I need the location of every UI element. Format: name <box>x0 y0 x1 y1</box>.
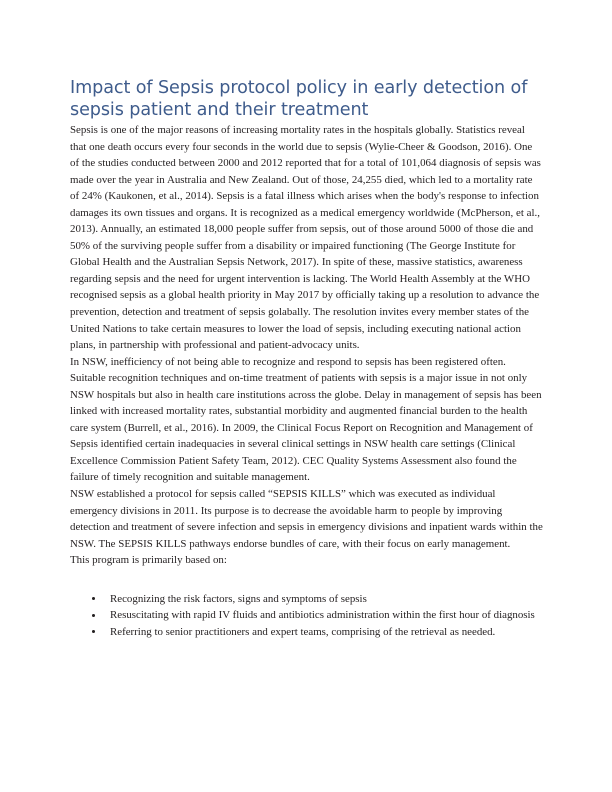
page-title-line-1: Impact of Sepsis protocol policy in early detection of <box>70 78 528 98</box>
list-item-label: Resuscitating with rapid IV fluids and antibiotics administration within the first hour of diagnosis <box>110 609 535 622</box>
body-paragraph-4: This program is primarily based on: <box>70 554 227 567</box>
bullet-dot-icon <box>92 597 95 600</box>
program-basis-list <box>70 591 544 641</box>
body-paragraph-1: Sepsis is one of the major reasons of increasing mortality rates in the hospitals globally. Statistics reveal that one death occurs every four seconds in the world due to sepsis (Wylie-Cheer & Goodson, 2016). One of the studies conducted between 2000 and 2012 reported that for a total of 101,064 diagnosis of sepsis was made over the year in Australia and New Zealand. Out of those, 24,255 died, which led to a mortality rate of 24% (Kaukonen, et al., 2014). Sepsis is a fatal illness which arises when the body's response to infection damages its own tissues and organs. It is recognized as a medical emergency worldwide (McPherson, et al., 2013). Annually, an estimated 18,000 people suffer from sepsis, out of those around 5000 of those die and 50% of the surviving people suffer from a disability or impaired functioning (The George Institute for Global Health and the Australian Sepsis Network, 2017). In spite of these, massive statistics, awareness regarding sepsis and the need for urgent intervention is lacking. The World Health Assembly at the WHO recognised sepsis as a global health priority in May 2017 by officially taking up a resolution to advance the prevention, detection and treatment of sepsis golabally. The resolution invites every member states of the United Nations to take certain measures to lower the load of sepsis, including executing national action plans, in partnership with professional and patient-advocacy units. <box>70 124 541 352</box>
bullet-dot-icon <box>92 630 95 633</box>
list-item-label: Recognizing the risk factors, signs and symptoms of sepsis <box>110 592 367 605</box>
bullet-dot-icon <box>92 614 95 617</box>
list-item <box>70 591 544 608</box>
list-item-label: Referring to senior practitioners and expert teams, comprising of the retrieval as needed. <box>110 625 496 638</box>
list-item <box>70 607 544 624</box>
body-paragraph-2: In NSW, inefficiency of not being able to recognize and respond to sepsis has been registered often. Suitable recognition techniques and on-time treatment of patients with sepsis is a major issue in not only NSW hospitals but also in health care institutions across the globe. Delay in management of sepsis has been linked with increased mortality rates, substantial morbidity and augmented financial burden to the health care system (Burrell, et al., 2016). In 2009, the Clinical Focus Report on Recognition and Management of Sepsis identified certain inadequacies in several clinical settings in NSW health care settings (Clinical Excellence Commission Patient Safety Team, 2012). CEC Quality Systems Assessment also found the failure of timely recognition and suitable management. <box>70 355 542 484</box>
page-title-line-2: sepsis patient and their treatment <box>70 99 369 120</box>
list-item <box>70 624 544 641</box>
body-paragraph-3: NSW established a protocol for sepsis called “SEPSIS KILLS” which was executed as individual emergency divisions in 2011. Its purpose is to decrease the avoidable harm to people by improving detection and treatment of severe infection and sepsis in emergency divisions and inpatient wards within the NSW. The SEPSIS KILLS pathways endorse bundles of care, with their focus on early management. <box>70 488 543 550</box>
page-title <box>70 78 544 121</box>
document-content <box>70 78 544 640</box>
